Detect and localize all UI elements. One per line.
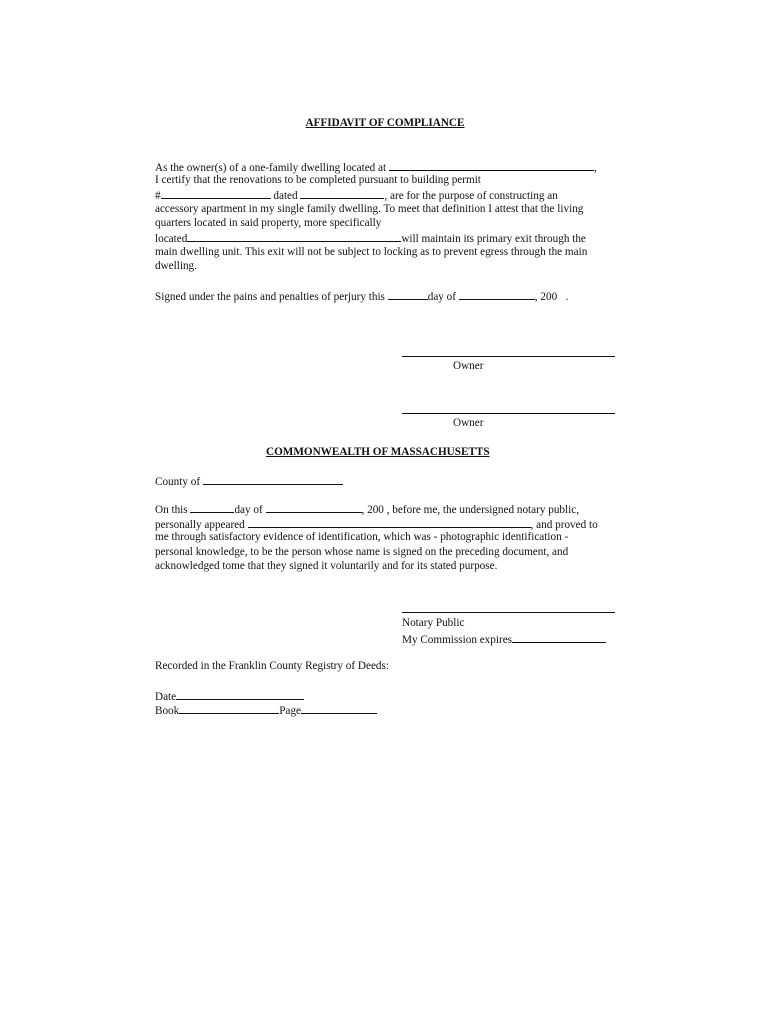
proved-text: , and proved to: [530, 519, 598, 531]
registry-date-field[interactable]: [176, 688, 304, 700]
owner-label-2: Owner: [453, 417, 484, 429]
page-field[interactable]: [301, 702, 377, 714]
permit-date-field[interactable]: [300, 187, 384, 199]
comma: ,: [593, 162, 597, 174]
appeared-label: personally appeared: [155, 519, 245, 531]
commission-line: [402, 631, 606, 648]
para1-line7: main dwelling unit. This exit will not be subject to locking as to prevent egress through the main: [155, 246, 588, 258]
signed-month-field[interactable]: [459, 288, 535, 300]
perjury-text: Signed under the pains and penalties of perjury this: [155, 291, 385, 303]
para1-line2: I certify that the renovations to be completed pursuant to building permit: [155, 174, 481, 186]
book-field[interactable]: [179, 702, 279, 714]
para1-line4: accessory apartment in my single family dwelling. To meet that definition I attest that the living: [155, 203, 584, 215]
located-label: located: [155, 233, 188, 245]
commonwealth-heading: COMMONWEALTH OF MASSACHUSETTS: [266, 446, 490, 458]
notary-signature-line[interactable]: [402, 612, 615, 613]
owner-signature-line-2[interactable]: [402, 413, 615, 414]
page-label: Page: [279, 705, 301, 717]
notary-day-of-label: day of: [234, 504, 263, 516]
notary-month-field[interactable]: [266, 501, 362, 513]
notary-line3: me through satisfactory evidence of identification, which was - photographic identification -: [155, 531, 569, 543]
county-label: County of: [155, 476, 201, 488]
notary-public-label: Notary Public: [402, 617, 465, 629]
owner-label-1: Owner: [453, 360, 484, 372]
day-of-label: day of: [427, 291, 456, 303]
notary-day-field[interactable]: [190, 501, 234, 513]
signed-line: [155, 288, 568, 305]
owner-statement: As the owner(s) of a one-family dwelling located at: [155, 162, 387, 174]
notary-line4: personal knowledge, to be the person whose name is signed on the preceding document, and: [155, 546, 569, 558]
on-this-label: On this: [155, 504, 188, 516]
commission-label: My Commission expires: [402, 634, 513, 646]
year-prefix: , 200: [534, 291, 558, 303]
affidavit-title: AFFIDAVIT OF COMPLIANCE: [305, 117, 465, 129]
appeared-name-field[interactable]: [248, 516, 531, 528]
county-line: [155, 473, 343, 490]
owner-signature-line-1[interactable]: [402, 356, 615, 357]
book-label: Book: [155, 705, 180, 717]
period: .: [565, 291, 569, 303]
para1-line5: quarters located in said property, more specifically: [155, 217, 382, 229]
permit-hash: #: [155, 190, 161, 202]
building-permit-number-field[interactable]: [161, 187, 271, 199]
county-field[interactable]: [203, 473, 343, 485]
book-page-line: [155, 702, 377, 719]
exit-text: will maintain its primary exit through the: [401, 233, 586, 245]
purpose-text: , are for the purpose of constructing an: [384, 190, 558, 202]
location-field[interactable]: [187, 230, 401, 242]
para1-line8: dwelling.: [155, 260, 197, 272]
registry-text: Recorded in the Franklin County Registry of Deeds:: [155, 660, 389, 672]
signed-day-field[interactable]: [388, 288, 428, 300]
date-label: Date: [155, 691, 177, 703]
dated-label: dated: [273, 190, 298, 202]
notary-line5: acknowledged tome that they signed it voluntarily and for its stated purpose.: [155, 560, 498, 572]
dwelling-address-field[interactable]: [389, 159, 594, 171]
notary-intro-text: , 200 , before me, the undersigned notary public,: [361, 504, 579, 516]
commission-expiry-field[interactable]: [512, 631, 606, 643]
